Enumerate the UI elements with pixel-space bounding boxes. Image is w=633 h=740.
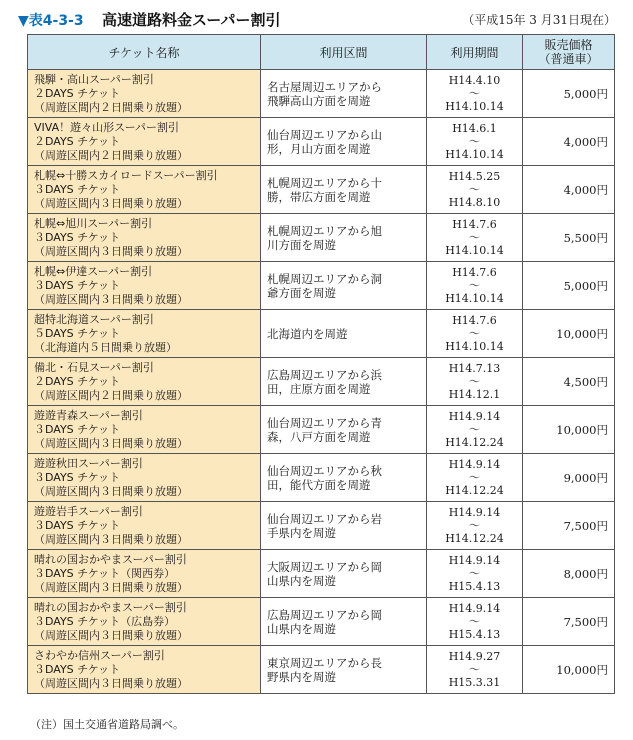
period-end: H15.3.31	[448, 676, 501, 689]
period-end: H14.10.14	[445, 292, 504, 305]
price-cell: 10,000円	[523, 646, 615, 694]
col-price	[523, 35, 615, 70]
period-start: H14.9.14	[448, 506, 501, 519]
period-tilde: 〜	[469, 279, 480, 292]
col-price-label: 販売価格	[544, 38, 593, 52]
period-tilde: 〜	[469, 183, 480, 196]
header-row	[28, 35, 615, 70]
ticket-name-cell	[28, 550, 261, 598]
ticket-name-line: 札幌⇔旭川スーパー割引	[34, 216, 153, 230]
area-line: 山県内を周遊	[267, 573, 336, 588]
period-start: H14.7.6	[452, 314, 497, 327]
area-cell	[261, 70, 427, 118]
ticket-name-line: さわやか信州スーパー割引	[34, 648, 165, 662]
area-line: 手県内を周遊	[267, 525, 336, 540]
ticket-name-line: ２DAYS チケット	[34, 86, 121, 100]
area-line: 仙台周辺エリアから山	[267, 127, 382, 142]
ticket-name-line: ３DAYS チケット（広島券）	[34, 614, 176, 628]
ticket-name-line: ３DAYS チケット（関西券）	[34, 566, 176, 580]
col-ticket-name: チケット名称	[28, 35, 261, 70]
discount-ticket-table	[27, 34, 615, 694]
ticket-name-line: ２DAYS チケット	[34, 374, 121, 388]
period-tilde: 〜	[469, 663, 480, 676]
area-cell	[261, 118, 427, 166]
price-cell: 4,000円	[523, 166, 615, 214]
table-row	[28, 118, 615, 166]
area-line: 仙台周辺エリアから秋	[267, 463, 382, 478]
period-start: H14.9.27	[448, 650, 501, 663]
area-line: 勝，帯広方面を周遊	[267, 189, 371, 204]
col-period: 利用期間	[427, 35, 523, 70]
area-line: 田，能代方面を周遊	[267, 477, 371, 492]
ticket-name-line: 遊遊秋田スーパー割引	[34, 456, 143, 470]
ticket-name-line: （周遊区間内３日間乗り放題）	[34, 244, 188, 258]
ticket-name-line: ２DAYS チケット	[34, 134, 121, 148]
table-row	[28, 502, 615, 550]
ticket-name-cell	[28, 310, 261, 358]
period-cell	[427, 310, 523, 358]
period-cell	[427, 166, 523, 214]
area-cell	[261, 310, 427, 358]
ticket-name-line: （周遊区間内３日間乗り放題）	[34, 292, 188, 306]
ticket-name-line: 遊遊青森スーパー割引	[34, 408, 143, 422]
ticket-name-line: ３DAYS チケット	[34, 662, 121, 676]
ticket-name-line: 晴れの国おかやまスーパー割引	[34, 552, 187, 566]
price-cell: 8,000円	[523, 550, 615, 598]
price-cell: 5,500円	[523, 214, 615, 262]
ticket-name-line: （周遊区間内３日間乗り放題）	[34, 676, 188, 690]
period-cell	[427, 406, 523, 454]
ticket-name-cell	[28, 598, 261, 646]
table-title: 高速道路料金スーパー割引	[102, 11, 281, 29]
ticket-name-cell	[28, 358, 261, 406]
period-tilde: 〜	[469, 567, 480, 580]
area-line: 札幌周辺エリアから洞	[267, 271, 382, 286]
period-cell	[427, 358, 523, 406]
ticket-name-line: ３DAYS チケット	[34, 470, 121, 484]
period-tilde: 〜	[469, 87, 480, 100]
period-tilde: 〜	[469, 135, 480, 148]
period-tilde: 〜	[469, 519, 480, 532]
period-start: H14.5.25	[448, 170, 501, 183]
area-line: 仙台周辺エリアから青	[267, 415, 382, 430]
price-cell: 7,500円	[523, 598, 615, 646]
area-line: 札幌周辺エリアから旭	[267, 223, 382, 238]
ticket-name-line: ３DAYS チケット	[34, 518, 121, 532]
table-number: ▼表4-3-3	[18, 13, 84, 29]
ticket-name-line: 備北・石見スーパー割引	[34, 360, 154, 374]
ticket-name-line: ３DAYS チケット	[34, 182, 121, 196]
area-cell	[261, 454, 427, 502]
period-end: H14.12.1	[448, 388, 501, 401]
price-cell: 9,000円	[523, 454, 615, 502]
period-end: H14.12.24	[445, 484, 504, 497]
ticket-name-line: 晴れの国おかやまスーパー割引	[34, 600, 187, 614]
period-start: H14.9.14	[448, 458, 501, 471]
table-row	[28, 454, 615, 502]
table-row	[28, 214, 615, 262]
area-line: 飛騨高山方面を周遊	[267, 93, 371, 108]
period-end: H14.10.14	[445, 148, 504, 161]
table-row	[28, 166, 615, 214]
period-cell	[427, 646, 523, 694]
ticket-name-line: （北海道内５日間乗り放題）	[34, 340, 177, 354]
ticket-name-cell	[28, 70, 261, 118]
area-line: 東京周辺エリアから長	[267, 655, 382, 670]
area-line: 川方面を周遊	[267, 237, 336, 252]
table-heading	[18, 8, 618, 30]
area-line: 名古屋周辺エリアから	[267, 79, 382, 94]
ticket-name-line: （周遊区間内２日間乗り放題）	[34, 100, 188, 114]
area-cell	[261, 550, 427, 598]
period-cell	[427, 70, 523, 118]
ticket-name-line: 遊遊岩手スーパー割引	[34, 504, 143, 518]
area-line: 爺方面を周遊	[267, 285, 336, 300]
area-line: 広島周辺エリアから岡	[267, 607, 382, 622]
period-start: H14.7.13	[448, 362, 501, 375]
period-start: H14.9.14	[448, 554, 501, 567]
period-start: H14.4.10	[448, 74, 501, 87]
price-cell: 10,000円	[523, 310, 615, 358]
period-end: H14.12.24	[445, 532, 504, 545]
ticket-name-cell	[28, 214, 261, 262]
ticket-name-line: 超特北海道スーパー割引	[34, 312, 154, 326]
ticket-name-cell	[28, 166, 261, 214]
table-row	[28, 646, 615, 694]
area-line: 田，庄原方面を周遊	[267, 381, 371, 396]
ticket-name-line: ３DAYS チケット	[34, 230, 121, 244]
table-row	[28, 262, 615, 310]
period-cell	[427, 214, 523, 262]
ticket-name-line: ３DAYS チケット	[34, 278, 121, 292]
area-line: 大阪周辺エリアから岡	[267, 559, 382, 574]
ticket-name-line: 札幌⇔十勝スカイロードスーパー割引	[34, 168, 218, 182]
period-start: H14.6.1	[452, 122, 497, 135]
period-tilde: 〜	[469, 423, 480, 436]
price-cell: 10,000円	[523, 406, 615, 454]
price-cell: 5,000円	[523, 70, 615, 118]
period-tilde: 〜	[469, 471, 480, 484]
period-cell	[427, 598, 523, 646]
period-tilde: 〜	[469, 327, 480, 340]
ticket-name-cell	[28, 646, 261, 694]
col-area: 利用区間	[261, 35, 427, 70]
ticket-name-line: （周遊区間内３日間乗り放題）	[34, 196, 188, 210]
ticket-name-line: 札幌⇔伊達スーパー割引	[34, 264, 153, 278]
period-cell	[427, 262, 523, 310]
ticket-name-line: VIVA！遊々山形スーパー割引	[34, 120, 180, 134]
table-row	[28, 70, 615, 118]
ticket-name-line: （周遊区間内３日間乗り放題）	[34, 532, 188, 546]
area-line: 北海道内を周遊	[267, 326, 348, 341]
period-start: H14.7.6	[452, 218, 497, 231]
table-row	[28, 358, 615, 406]
period-start: H14.7.6	[452, 266, 497, 279]
source-note: （注）国土交通省道路局調べ。	[30, 718, 184, 731]
period-end: H14.8.10	[448, 196, 501, 209]
area-line: 森，八戸方面を周遊	[267, 429, 371, 444]
ticket-name-cell	[28, 262, 261, 310]
ticket-name-line: （周遊区間内３日間乗り放題）	[34, 484, 188, 498]
period-end: H15.4.13	[448, 580, 501, 593]
period-cell	[427, 118, 523, 166]
period-end: H14.10.14	[445, 340, 504, 353]
ticket-name-line: （周遊区間内２日間乗り放題）	[34, 148, 188, 162]
table-row	[28, 550, 615, 598]
ticket-name-line: ３DAYS チケット	[34, 422, 121, 436]
area-line: 山県内を周遊	[267, 621, 336, 636]
ticket-name-line: （周遊区間内３日間乗り放題）	[34, 580, 188, 594]
ticket-name-line: （周遊区間内２日間乗り放題）	[34, 388, 188, 402]
table-row	[28, 310, 615, 358]
area-line: 仙台周辺エリアから岩	[267, 511, 382, 526]
period-start: H14.9.14	[448, 410, 501, 423]
period-end: H14.10.14	[445, 244, 504, 257]
period-start: H14.9.14	[448, 602, 501, 615]
col-price-sub: （普通車）	[538, 52, 599, 66]
area-line: 広島周辺エリアから浜	[267, 367, 382, 382]
area-cell	[261, 598, 427, 646]
as-of-date: （平成15年 3 月31日現在）	[462, 13, 616, 27]
ticket-name-line: （周遊区間内３日間乗り放題）	[34, 436, 188, 450]
ticket-name-line: 飛騨・高山スーパー割引	[34, 72, 154, 86]
area-cell	[261, 406, 427, 454]
table-row	[28, 598, 615, 646]
period-cell	[427, 502, 523, 550]
period-end: H15.4.13	[448, 628, 501, 641]
ticket-name-cell	[28, 502, 261, 550]
ticket-name-cell	[28, 118, 261, 166]
price-cell: 5,000円	[523, 262, 615, 310]
ticket-name-cell	[28, 454, 261, 502]
table-row	[28, 406, 615, 454]
period-end: H14.10.14	[445, 100, 504, 113]
period-end: H14.12.24	[445, 436, 504, 449]
price-cell: 4,500円	[523, 358, 615, 406]
period-tilde: 〜	[469, 231, 480, 244]
area-line: 形，月山方面を周遊	[267, 141, 371, 156]
ticket-name-line: ５DAYS チケット	[34, 326, 121, 340]
period-tilde: 〜	[469, 615, 480, 628]
period-cell	[427, 454, 523, 502]
area-cell	[261, 502, 427, 550]
area-cell	[261, 262, 427, 310]
area-line: 札幌周辺エリアから十	[267, 175, 382, 190]
area-cell	[261, 358, 427, 406]
price-cell: 4,000円	[523, 118, 615, 166]
ticket-name-line: （周遊区間内３日間乗り放題）	[34, 628, 188, 642]
area-line: 野県内を周遊	[267, 669, 336, 684]
period-cell	[427, 550, 523, 598]
area-cell	[261, 646, 427, 694]
ticket-name-cell	[28, 406, 261, 454]
price-cell: 7,500円	[523, 502, 615, 550]
period-tilde: 〜	[469, 375, 480, 388]
area-cell	[261, 166, 427, 214]
area-cell	[261, 214, 427, 262]
